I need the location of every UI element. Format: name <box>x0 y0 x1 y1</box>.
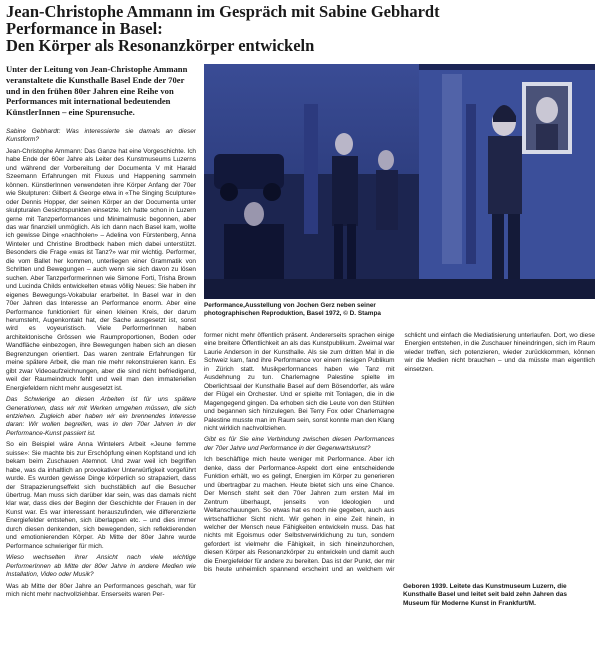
question-1: Sabine Gebhardt: Was interessierte sie damals an dieser Kunstform? <box>6 128 196 144</box>
question-3: Wieso wechselten ihrer Ansicht nach viele wichtige PerformerInnen ab Mitte der 80er Jahre in andere Medien wie Installation, Video oder Musik? <box>6 554 196 579</box>
text-column-1 <box>6 128 196 668</box>
caption-line-1: Performance,Ausstellung von Jochen Gerz neben seiner <box>204 302 376 309</box>
title-line-1: Jean-Christophe Ammann im Gespräch mit Sabine Gebhardt <box>6 2 440 21</box>
photo-caption <box>204 302 504 318</box>
answer-1: Jean-Christophe Ammann: Das Ganze hat eine Vorgeschichte. Ich habe Ende der 60er Jahre als Leiter des Kunstmuseums Luzerns und während der Vorbereitung der Documenta V mit Harald Szeemann Erfahrungen mit Fluxus und Happening sammeln können. KünstlerInnen verwendeten ihre Körper Anfang der 70er wie Skulpturen: Gilbert & George etwa in «The Singing Sculpture» oder Dennis Hopper, der seinen Körper an der Documenta unter skulpturalen Gesichtspunkten einsetzte. Ich hatte schon in Luzern gerne mit Tanzperformances und Minimalmusic begonnen, aber das war finanziell unmöglich. Als ich dann nach Basel kam, wollte ich gewisse Dinge «nachholen» – Adelina von Fürstenberg, Anna Winteler und Christine Brodtbeck haben mich dabei unterstützt. Besonders die Frage «was ist Tanz?» war mir wichtig. Performer, die vom Ballet her kommen, unterliegen einer Grammatik von Schritten und Bewegungen – auch wenn sie sich davon zu lösen suchen. Aber Tanzperformerinnen wie Simone Forti, Trisha Brown und Lucinda Childs entwickelten etwas völlig Neues: Sie haben ihr eigenes Bewegungs-Vokabular erarbeitet. In Basel war in den 70er Jahren das Interesse an Performance enorm. Aber eine Performance funktioniert für einen kleinen Kreis, der darum herumsteht, Augenkontakt hat, der Sache ausgesetzt ist, sonst wird es voyeuristisch. Viele PerformerInnen haben architektonische Grössen wie Raumproportionen, Boden oder Wandfläche einbezogen, ihre Bewegungen haben sich an diesen Begrenzungen orientiert. Das waren zentrale Erfahrungen für meine spätere Arbeit, die man nie mehr rekonstruieren kann. Es gibt zwar Videoaufzeichnungen, aber die sind nicht befriedigend, weil der Raumeindruck fehlt und weil man den immateriellen Energiefeldern nicht mehr ausgesetzt ist. <box>6 147 196 392</box>
title-line-2: Performance in Basel: <box>6 19 163 38</box>
question-2: Das Schwierige an diesen Arbeiten ist für uns spätere Generationen, dass wir mit Werken umgehen müssen, die sich entziehen. Zugleich aber haben wir ein brennendes Interesse daran: Wir wollen begreifen, was in den 70er Jahren in der Performance-Kunst passiert ist. <box>6 396 196 437</box>
answer-3: Was ab Mitte der 80er Jahre an Performances geschah, war für mich nicht mehr nachvollziehbar. Enserseits waren Per- <box>6 582 196 599</box>
text-columns-2-3 <box>204 332 595 582</box>
author-bio: Geboren 1939. Leitete das Kunstmuseum Luzern, die Kunsthalle Basel und leitet seit bald zehn Jahren das Museum für Moderne Kunst in Frankfurt/M. <box>403 583 567 607</box>
answer-4: Ich beschäftige mich heute weniger mit Performance. Aber ich denke, dass der Performance-Aspekt dort eine entscheidende Funktion erhält, wo es gelingt, Energien im Körper zu generieren und übertragbar zu machen. Heute bietet sich uns eine Chance. Der Mensch steht seit den 70er Jahren zum ersten Mal im Zentrum überhaupt, jenseits von Ideologien und Weltanschauungen. So etwas hat es noch nie gegeben, auch aus wirtschaftlicher Sicht nicht. Wir gehen in eine Zeit hinein, in welcher der Mensch neue Fähigkeiten entwickeln muss. Das hat nichts mit Egoismus oder Selbstverwirklichung zu tun, sondern gefordert ist vielmehr die Fähigkeit, in sich hineinzuhorchen, diesen Körper als Resonanzkörper zu entwickeln und damit auch die Energiefelder für andere zu bereiten. Das ist der Punkt, der mir bis heute unheimlich spannend erscheint und an welchem wir schlicht und einfach die Mediatisierung unterlaufen. Dort, wo diese Energien entstehen, in die Zuschauer hineindringen, sich im Raum wieder treffen, sich potenzieren, wieder zurückkommen, können wir die Medien nicht brauchen – und da müsste man eigentlich einsetzen. <box>204 332 595 574</box>
answer-2: So ein Beispiel wäre Anna Wintelers Arbeit «Jeune femme suisse»: Sie machte bis zur Erschöpfung einen Kopfstand und ich bekam beim Zuschauen Atemnot. Und zwar weil ich begriffen habe, was da inhaltlich an provokativer Unterwürfigkeit vorgeführt wurde. Es wurden gewisse Dinge körperlich so strapaziert, dass der Strapazierungseffekt sich buchstäblich auf die Besucher übertrug. Man muss sich darüber klar sein, was das damals nicht klar war, dass dies der Beginn der Geschichte der Frauen in der Kunst war. Es war interessant herauszufinden, wie differenzierte Energiefelder entstehen, sich überlappen etc. – und dies immer durch diesen denkenden, sich bewegenden, sich reflektierenden und emotionierenden Körper. Ab Mitte der 80er Jahre wurde Performance schwieriger für mich. <box>6 441 196 550</box>
article-lead: Unter der Leitung von Jean-Christophe Ammann veranstaltete die Kunsthalle Basel Ende der 70er und in den frühen 80er Jahren eine Reihe von Performances mit international bedeutenden KünstlerInnen – eine Spurensuche. <box>6 64 188 118</box>
answer-3-continued: former nicht mehr öffentlich präsent. Andererseits sprachen einige eine breitere Öffentlichkeit an als das Kunstpublikum. Zweimal war Laurie Anderson in der Kunsthalle. Als sie zum dritten Mal in die Schweiz kam, fand ihre Performance vor einem riesigen Publikum in Zürich statt. Musikperformances haben wie Tanz mit Ausdehnung zu tun. Charlemagne Palestine spielte im Oberlichtsaal der Kunsthalle Basel auf dem Bösendorfer, als wäre der Flügel ein Orchester. Und er spielte mit Tonlagen, die in die Magengegend gingen. Da erhoben sich die Leute von den Stühlen und begannen sich hinzulegen. Bei Terry Fox oder Charlemagne Palestine musste man im Raum sein, sonst konnte man den Klang nicht wirklich nachvollziehen. <box>204 332 395 432</box>
title-line-3: Den Körper als Resonanzkörper entwickeln <box>6 36 315 55</box>
article-title <box>6 3 596 54</box>
performance-photo <box>204 64 595 299</box>
caption-line-2: photographischen Reproduktion, Basel 1972, © D. Stampa <box>204 310 381 317</box>
question-4: Gibt es für Sie eine Verbindung zwischen diesen Performances der 70er Jahre und Performance in der Gegenwartskunst? <box>204 436 395 452</box>
photo-illustration <box>204 64 595 299</box>
